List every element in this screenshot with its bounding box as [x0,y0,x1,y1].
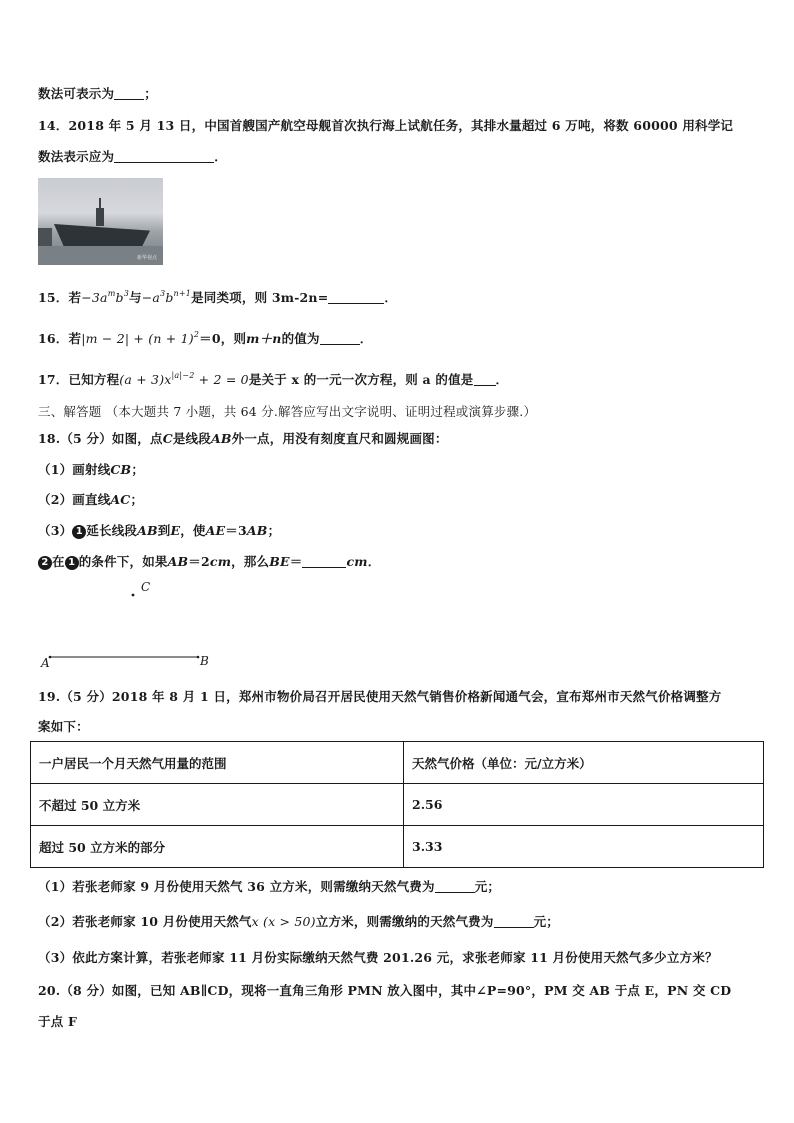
point-b [197,656,200,659]
answer-blank[interactable] [494,915,534,928]
table-cell: 2.56 [404,784,764,826]
q18-intro: 18.（5 分）如图，点C是线段AB外一点，用没有刻度直尺和圆规画图： [38,431,448,446]
q14-line1: 14．2018 年 5 月 13 日，中国首艘国产航空母舰首次执行海上试航任务，其排水量超过 6 万吨，将数 60000 用科学记 [38,118,734,133]
q20-line1: 20.（8 分）如图，已知 AB∥CD，现将一直角三角形 PMN 放入图中，其中∠P=90°，PM 交 AB 于点 E，PN 交 CD [38,983,732,998]
q19-line2: 案如下： [38,719,89,734]
q18-part4: 2 在 1 的条件下，如果AB＝2cm，那么BE＝ cm． [38,552,380,570]
q19-part1: （1）若张老师家 9 月份使用天然气 36 立方米，则需缴纳天然气费为 元； [38,879,501,894]
q19-part2: （2）若张老师家 10 月份使用天然气x (x > 50)立方米，则需缴纳的天然气费为 元； [38,914,559,929]
label-a: A [41,656,50,670]
section-3-heading: 三、解答题 （本大题共 7 小题，共 64 分.解答应写出文字说明、证明过程或演算步骤.） [38,404,537,419]
q16: 16．若$|m - 2| + (n + 1)^2=0$，则m＋n的值为 ． [38,330,373,346]
q18-part1: （1）画射线CB； [38,462,145,477]
q17: 17．已知方程$(a + 3)x^{|a|-2} + 2 = 0$是关于 x 的一元一次方程，则 a 的值是 ． [38,371,509,387]
q15: 15．若$-3a^mb^3$与$-a^3b^{n+1}$是同类项，则 3m-2n= ． [38,289,398,305]
q14-line2: 数法表示应为 ． [38,149,227,164]
q13-tail: 数法可表示为 ； [38,86,157,101]
table-cell: 3.33 [404,826,764,868]
label-b: B [200,654,209,668]
table-header-cell: 一户居民一个月天然气用量的范围 [31,742,404,784]
q19-line1: 19.（5 分）2018 年 8 月 1 日，郑州市物价局召开居民使用天然气销售价格新闻通气会，宣布郑州市天然气价格调整方 [38,689,722,704]
point-c [132,594,135,597]
table-row [31,826,764,868]
answer-blank[interactable] [435,880,475,893]
photo-watermark: 新华视点 [136,255,157,261]
q20-line2: 于点 F [38,1014,78,1029]
gas-price-table [30,741,764,868]
table-cell: 不超过 50 立方米 [31,784,404,826]
table-row [31,784,764,826]
q18-part3: （3） 1 延长线段AB到E，使AE＝3AB； [38,523,281,538]
label-c: C [141,580,151,594]
table-cell: 超过 50 立方米的部分 [31,826,404,868]
q19-part3: （3）依此方案计算，若张老师家 11 月份实际缴纳天然气费 201.26 元，求张老师家 11 月份使用天然气多少立方米？ [38,950,718,965]
table-header-row [31,742,764,784]
q18-part2: （2）画直线AC； [38,492,144,507]
table-header-cell: 天然气价格（单位：元/立方米） [404,742,764,784]
